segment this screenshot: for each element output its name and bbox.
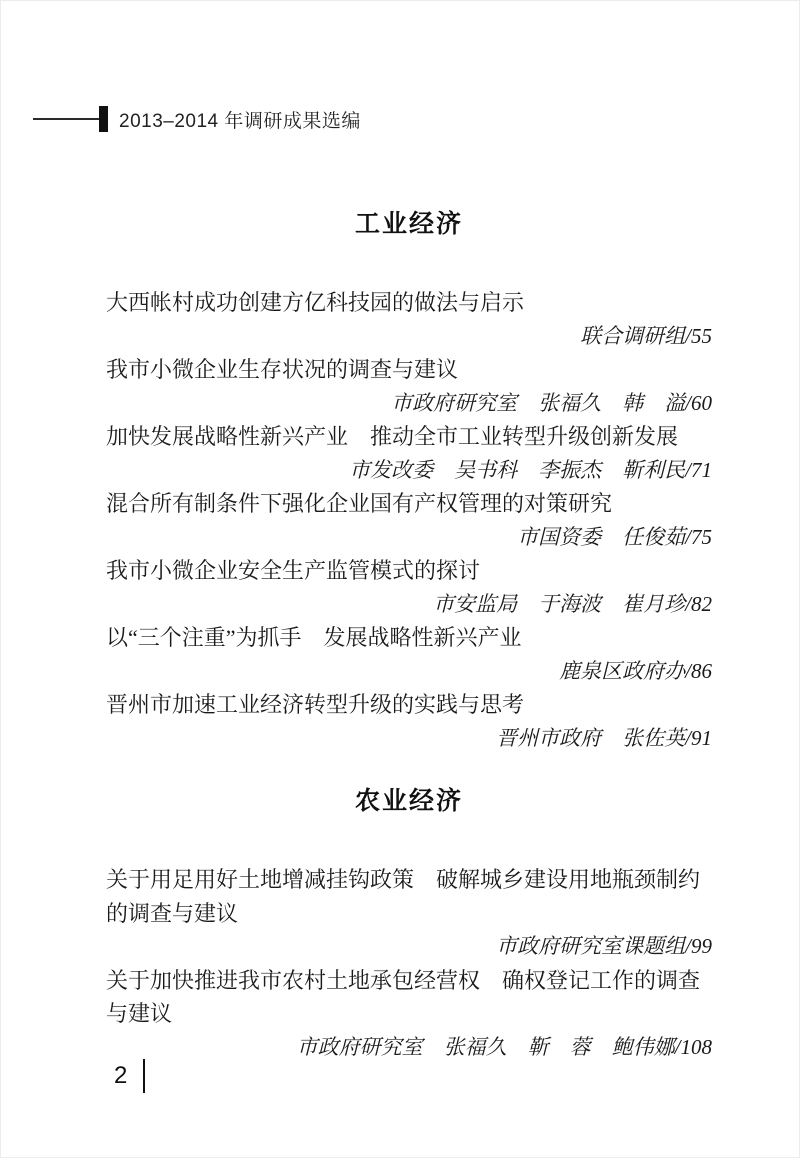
toc-entry bbox=[106, 964, 712, 1065]
entry-authors-page: 市发改委 吴书科 李振杰 靳利民/71 bbox=[349, 457, 712, 482]
section-title-agriculture: 农业经济 bbox=[354, 787, 463, 815]
toc-content bbox=[106, 191, 712, 1064]
entry-title: 我市小微企业安全生产监管模式的探讨 bbox=[106, 558, 481, 583]
entry-title: 晋州市加速工业经济转型升级的实践与思考 bbox=[106, 692, 525, 717]
entry-title: 关于用足用好土地增减挂钩政策 破解城乡建设用地瓶颈制约的调查与建议 bbox=[106, 867, 701, 926]
toc-entry bbox=[106, 688, 712, 755]
toc-list-industry bbox=[106, 286, 712, 755]
entry-title: 关于加快推进我市农村土地承包经营权 确权登记工作的调查与建议 bbox=[106, 967, 701, 1026]
toc-list-agriculture bbox=[106, 863, 712, 1064]
header-rule-line bbox=[33, 118, 99, 120]
entry-title: 加快发展战略性新兴产业 推动全市工业转型升级创新发展 bbox=[106, 424, 679, 449]
footer-bar-line bbox=[143, 1059, 145, 1093]
page-footer bbox=[114, 1059, 145, 1093]
header-block-marker-icon bbox=[99, 106, 108, 132]
entry-authors-page: 市政府研究室 张福久 韩 溢/60 bbox=[391, 390, 712, 415]
toc-entry bbox=[106, 286, 712, 353]
entry-authors-page: 鹿泉区政府办/86 bbox=[559, 658, 712, 683]
toc-entry bbox=[106, 621, 712, 688]
entry-title: 大西帐村成功创建方亿科技园的做法与启示 bbox=[106, 290, 525, 315]
running-header bbox=[33, 105, 361, 133]
book-title: 2013–2014 年调研成果选编 bbox=[119, 110, 361, 132]
toc-entry bbox=[106, 863, 712, 964]
toc-entry bbox=[106, 353, 712, 420]
entry-title: 以“三个注重”为抓手 发展战略性新兴产业 bbox=[106, 625, 522, 650]
entry-title: 我市小微企业生存状况的调查与建议 bbox=[106, 357, 459, 382]
entry-authors-page: 市政府研究室课题组/99 bbox=[496, 934, 712, 958]
entry-authors-page: 市安监局 于海波 崔月珍/82 bbox=[433, 591, 712, 616]
entry-authors-page: 联合调研组/55 bbox=[580, 323, 712, 348]
entry-authors-page: 市政府研究室 张福久 靳 蓉 鲍伟娜/108 bbox=[296, 1034, 712, 1059]
toc-entry bbox=[106, 487, 712, 554]
entry-authors-page: 晋州市政府 张佐英/91 bbox=[496, 725, 712, 750]
toc-entry bbox=[106, 420, 712, 487]
toc-entry bbox=[106, 554, 712, 621]
section-title-industry: 工业经济 bbox=[354, 210, 463, 238]
entry-authors-page: 市国资委 任俊茹/75 bbox=[517, 524, 712, 549]
page-number: 2 bbox=[114, 1062, 128, 1089]
entry-title: 混合所有制条件下强化企业国有产权管理的对策研究 bbox=[106, 491, 613, 516]
